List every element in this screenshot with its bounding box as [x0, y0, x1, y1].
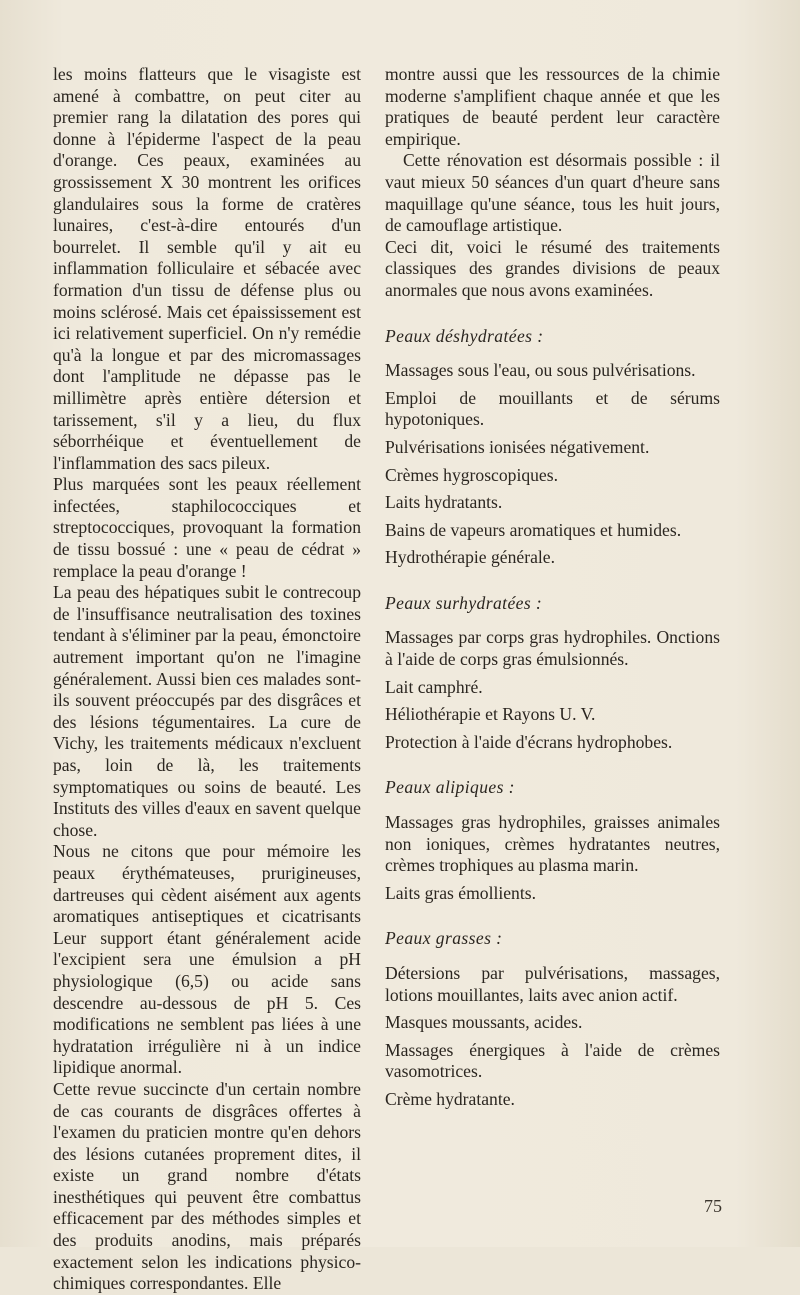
treatment-item: Masques moussants, acides.	[385, 1012, 583, 1033]
paragraph: les moins flatteurs que le visagiste est amené à combattre, on peut citer au premier rang la dilatation des pores qui donne à l'épiderme l'aspect de la peau d'orange. Ces peaux, examinées au grossissement X 30 montrent les orifices glandulaires sous la forme de cratères lunaires, c'est-à-dire entourés d'un bourrelet. Il semble qu'il y ait eu inflammation folliculaire et sébacée avec formation d'un tissu de défense plus ou moins sclérosé. Mais cet épaississement est ici relativement superficiel. On n'y remédie qu'à la longue et par des micromassages dont l'amplitude ne dépasse pas le millimètre après entière détersion et tarissement, s'il y a lieu, du flux séborrhéique et éventuellement de l'inflammation des sacs pileux.	[53, 64, 361, 473]
treatment-item: Bains de vapeurs aromatiques et humides.	[385, 519, 682, 540]
section-oily-skin	[385, 928, 720, 1110]
paragraph: Plus marquées sont les peaux réellement infectées, staphilococciques et streptococciques, provoquant la formation de tissu bossué : une « peau de cédrat » remplace la peau d'orange !	[53, 474, 361, 581]
treatment-item: Hydrothérapie générale.	[385, 547, 555, 568]
paragraph: Nous ne citons que pour mémoire les peaux érythémateuses, prurigineuses, dartreuses qui cèdent aisément aux agents aromatiques antiseptiques et cicatrisants Leur support étant généralement acide l'excipient sera une émulsion a pH physiologique (6,5) ou acide sans descendre au-dessous de pH 5. Ces modifications ne semblent pas liées à une hydratation irrégulière ni à un indice lipidique anormal.	[53, 841, 361, 1078]
treatment-item: Massages gras hydrophiles, graisses animales non ioniques, crèmes hydratantes neutres, crèmes trophiques au plasma marin.	[385, 812, 720, 876]
paragraph: Cette revue succincte d'un certain nombre de cas courants de disgrâces offertes à l'examen du praticien montre qu'en dehors des lésions cutanées proprement dites, il existe un grand nombre d'états inesthétiques qui peuvent être combattus efficacement par des méthodes simples et des produits anodins, mais préparés exactement selon les indications physico-chimiques correspondantes. Elle	[53, 1078, 361, 1294]
treatment-item: Massages énergiques à l'aide de crèmes vasomotrices.	[385, 1039, 720, 1082]
section-alipic-skin	[385, 777, 720, 904]
section-overhydrated-skin	[385, 593, 720, 754]
treatment-item: Laits hydratants.	[385, 492, 503, 513]
paragraph: La peau des hépatiques subit le contrecoup de l'insuffisance neutralisation des toxines tendant à s'éliminer par la peau, émonctoire autrement important qu'on ne l'imagine généralement. Aussi bien ces malades sont-ils souvent préoccupés par des disgrâces et des lésions tégumentaires. La cure de Vichy, les traitements médicaux n'excluent pas, loin de là, les traitements symptomatiques ou soins de beauté. Les Instituts des villes d'eaux en savent quelque chose.	[53, 582, 361, 840]
paragraph: montre aussi que les ressources de la chimie moderne s'amplifient chaque année et que les pratiques de beauté perdent leur caractère empirique.	[385, 64, 720, 149]
page-number: 75	[704, 1196, 722, 1216]
treatment-item: Lait camphré.	[385, 676, 483, 697]
treatment-item: Crèmes hygroscopiques.	[385, 464, 558, 485]
paragraph: Cette rénovation est désormais possible : il vaut mieux 50 séances d'un quart d'heure sans maquillage qu'une séance, tous les huit jours, de camouflage artistique.	[385, 150, 720, 236]
treatment-item: Pulvérisations ionisées négativement.	[385, 436, 650, 457]
treatment-item: Massages par corps gras hydrophiles. Onctions à l'aide de corps gras émulsionnés.	[385, 627, 720, 670]
paragraph: Ceci dit, voici le résumé des traitements classiques des grandes divisions de peaux anormales que nous avons examinées.	[385, 236, 720, 300]
left-text-column	[53, 64, 361, 1295]
treatment-item: Héliothérapie et Rayons U. V.	[385, 704, 596, 725]
treatment-item: Laits gras émollients.	[385, 882, 536, 903]
section-heading: Peaux grasses :	[385, 928, 503, 949]
section-heading: Peaux alipiques :	[385, 777, 515, 798]
treatment-item: Protection à l'aide d'écrans hydrophobes.	[385, 731, 673, 752]
treatment-item: Emploi de mouillants et de sérums hypotoniques.	[385, 387, 720, 430]
section-dehydrated-skin	[385, 326, 720, 569]
treatment-item: Massages sous l'eau, ou sous pulvérisations.	[385, 360, 696, 381]
section-heading: Peaux surhydratées :	[385, 592, 543, 613]
treatment-item: Crème hydratante.	[385, 1088, 515, 1109]
treatment-item: Détersions par pulvérisations, massages, lotions mouillantes, laits avec anion actif.	[385, 963, 720, 1005]
section-heading: Peaux déshydratées :	[385, 325, 544, 346]
right-text-column	[385, 64, 720, 1117]
